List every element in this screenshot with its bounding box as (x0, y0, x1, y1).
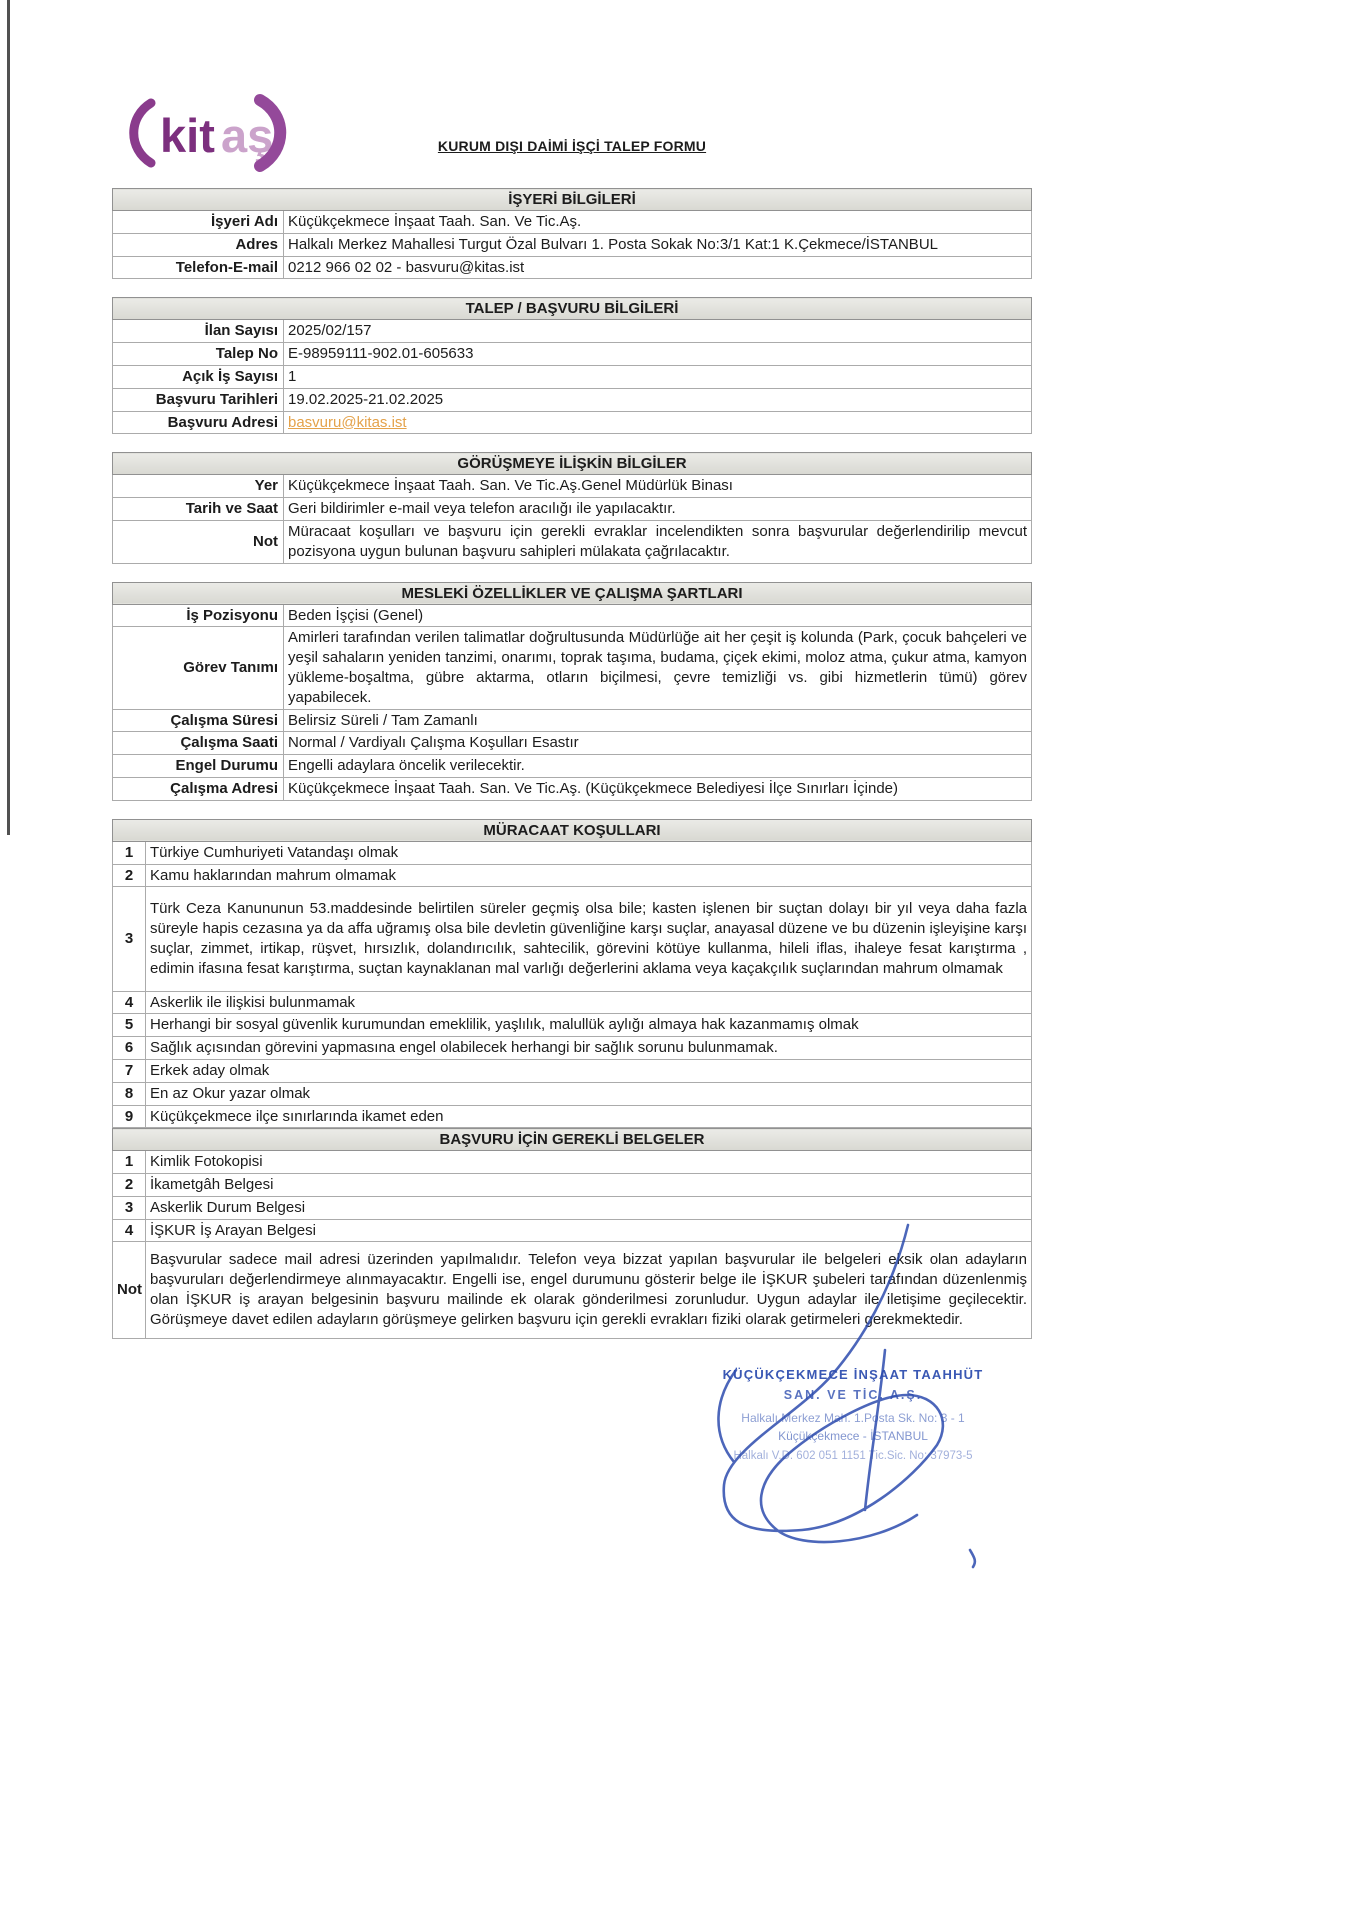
row-label: Yer (113, 475, 284, 498)
table-row (113, 841, 1032, 864)
row-number: 2 (113, 864, 146, 887)
row-number: 5 (113, 1014, 146, 1037)
row-value: Sağlık açısından görevini yapmasına engel olabilecek herhangi bir sağlık sorunu bulunmamak. (146, 1037, 1032, 1060)
row-value: Geri bildirimler e-mail veya telefon aracılığı ile yapılacaktır. (284, 498, 1032, 521)
table-row (113, 211, 1032, 234)
row-value: Beden İşçisi (Genel) (284, 604, 1032, 627)
workplace-info-header: İŞYERİ BİLGİLERİ (113, 189, 1032, 211)
row-label: Adres (113, 233, 284, 256)
table-row (113, 1174, 1032, 1197)
row-label: Başvuru Tarihleri (113, 388, 284, 411)
row-value: Askerlik Durum Belgesi (146, 1196, 1032, 1219)
table-row (113, 1059, 1032, 1082)
row-label: Telefon-E-mail (113, 256, 284, 279)
row-value: Belirsiz Süreli / Tam Zamanlı (284, 709, 1032, 732)
workplace-info-table (112, 188, 1032, 279)
table-row (113, 1242, 1032, 1338)
row-value: Kimlik Fotokopisi (146, 1151, 1032, 1174)
row-value: Amirleri tarafından verilen talimatlar doğrultusunda Müdürlüğe ait her çeşit iş kolunda (Park, çocuk bahçeleri ve yeşil sahaların yeniden tanzimi, onarımı, toprak taşıma, budama, çiçek ekimi, moloz atma, çukur atma, kamyon yükleme-boşaltma, gübre aktarma, otların biçilmesi, çevre temizliği vs. gibi hizmetlerin tümü) görev yapabilecek. (284, 627, 1032, 709)
table-row (113, 365, 1032, 388)
row-number: 1 (113, 1151, 146, 1174)
row-value: Türk Ceza Kanununun 53.maddesinde belirtilen süreler geçmiş olsa bile; kasten işlenen bir suçtan dolayı bir yıl veya daha fazla süreyle hapis cezasına ya da affa uğramış olsa bile devletin güvenliğine karşı suçlar, anayasal düzene ve bu düzenin işleyişine karşı suçlar, zimmet, irtikap, rüşvet, hırsızlık, dolandırıcılık, sahtecilik, görevini kötüye kullanma, hileli iflas, ihaleye fesat karıştırma , edimin ifasına fesat karıştırma, suçtan kaynaklanan mal varlığı değerlerini aklama veya kaçakçılık suçlarından mahrum olmamak (146, 887, 1032, 991)
row-label: Tarih ve Saat (113, 498, 284, 521)
row-number: 9 (113, 1105, 146, 1128)
application-conditions-header: MÜRACAAT KOŞULLARI (113, 819, 1032, 841)
row-value: Küçükçekmece İnşaat Taah. San. Ve Tic.Aş. (284, 211, 1032, 234)
row-value: İkametgâh Belgesi (146, 1174, 1032, 1197)
stamp-address-line1: Halkalı Merkez Mah. 1.Posta Sk. No: 3 - 1 (741, 1411, 965, 1426)
table-row (113, 604, 1032, 627)
table-row (113, 388, 1032, 411)
table-row (113, 256, 1032, 279)
row-value: Herhangi bir sosyal güvenlik kurumundan emeklilik, yaşlılık, malullük aylığı almaya hak kazanmamış olmak (146, 1014, 1032, 1037)
row-value: Türkiye Cumhuriyeti Vatandaşı olmak (146, 841, 1032, 864)
table-row (113, 343, 1032, 366)
table-row (113, 991, 1032, 1014)
application-conditions-table (112, 819, 1032, 1129)
row-number: 4 (113, 1219, 146, 1242)
row-label: Not (113, 520, 284, 563)
table-row (113, 520, 1032, 563)
row-number: 1 (113, 841, 146, 864)
row-value: 1 (284, 365, 1032, 388)
row-value: Küçükçekmece İnşaat Taah. San. Ve Tic.Aş. (Küçükçekmece Belediyesi İlçe Sınırları İçinde) (284, 777, 1032, 800)
row-value: Küçükçekmece ilçe sınırlarında ikamet eden (146, 1105, 1032, 1128)
row-label: İlan Sayısı (113, 320, 284, 343)
row-value: İŞKUR İş Arayan Belgesi (146, 1219, 1032, 1242)
table-row (113, 755, 1032, 778)
row-number: 8 (113, 1082, 146, 1105)
table-row (113, 887, 1032, 991)
table-row (113, 709, 1032, 732)
table-row (113, 1151, 1032, 1174)
row-number: 4 (113, 991, 146, 1014)
row-label: Görev Tanımı (113, 627, 284, 709)
table-row (113, 1037, 1032, 1060)
table-row (113, 498, 1032, 521)
interview-info-header: GÖRÜŞMEYE İLİŞKİN BİLGİLER (113, 453, 1032, 475)
table-row (113, 475, 1032, 498)
logo-left-swoosh (134, 103, 151, 163)
logo-text-as: aş (221, 109, 274, 162)
table-row (113, 233, 1032, 256)
row-label: Talep No (113, 343, 284, 366)
row-value: Askerlik ile ilişkisi bulunmamak (146, 991, 1032, 1014)
row-label: Çalışma Süresi (113, 709, 284, 732)
row-number: 3 (113, 887, 146, 991)
signature-tick-stroke (970, 1550, 975, 1567)
required-documents-table (112, 1128, 1032, 1338)
note-value: Başvurular sadece mail adresi üzerinden yapılmalıdır. Telefon veya bizzat yapılan başvurular ile belgeleri eksik olan adayların başvuruları değerlendirmeye alınmayacaktır. Engelli ise, engel durumunu gösterir belge ile İŞKUR şubeleri tarafından düzenlenmiş olan İŞKUR iş arayan belgesinin başvuru mailinde ek olarak gönderilmesi zorunludur. Uygun adaylar ile iletişime geçilecektir. Görüşmeye davet edilen adayların görüşmeye gelirken başvuru için gerekli evrakları fiziki olarak getirmeleri gerekmektedir. (146, 1242, 1032, 1338)
row-number: 6 (113, 1037, 146, 1060)
stamp-tax-info: Halkalı V.D. 602 051 1151 Tic.Sic. No: 37973-5 (733, 1450, 973, 1463)
row-value: Halkalı Merkez Mahallesi Turgut Özal Bulvarı 1. Posta Sokak No:3/1 Kat:1 K.Çekmece/İSTANBUL (284, 233, 1032, 256)
table-row (113, 1014, 1032, 1037)
request-info-table (112, 297, 1032, 434)
row-value: En az Okur yazar olmak (146, 1082, 1032, 1105)
table-row (113, 627, 1032, 709)
row-number: 3 (113, 1196, 146, 1219)
table-row (113, 732, 1032, 755)
row-value: 0212 966 02 02 - basvuru@kitas.ist (284, 256, 1032, 279)
row-label: Başvuru Adresi (113, 411, 284, 434)
stamp-company-type: SAN. VE TİC. A.Ş. (783, 1388, 923, 1403)
table-row (113, 864, 1032, 887)
kitas-logo-graphic (116, 92, 294, 174)
table-row (113, 1082, 1032, 1105)
job-specs-table (112, 582, 1032, 801)
row-value: 19.02.2025-21.02.2025 (284, 388, 1032, 411)
job-specs-header: MESLEKİ ÖZELLİKLER VE ÇALIŞMA ŞARTLARI (113, 582, 1032, 604)
stamp-address-line2: Küçükçekmece - İSTANBUL (778, 1429, 928, 1444)
table-row (113, 777, 1032, 800)
row-number: 2 (113, 1174, 146, 1197)
table-row (113, 1105, 1032, 1128)
logo-text-kit: kit (160, 109, 215, 162)
table-row (113, 411, 1032, 434)
row-number: 7 (113, 1059, 146, 1082)
scan-artifact-line (7, 0, 10, 835)
document-header (112, 0, 1032, 188)
row-value: Normal / Vardiyalı Çalışma Koşulları Esastır (284, 732, 1032, 755)
row-label: Çalışma Adresi (113, 777, 284, 800)
form-title: KURUM DIŞI DAİMİ İŞÇİ TALEP FORMU (437, 138, 707, 154)
row-label: Çalışma Saati (113, 732, 284, 755)
table-row (113, 1196, 1032, 1219)
row-value: Müracaat koşulları ve başvuru için gerekli evraklar incelendikten sonra başvurular değerlendirilip mevcut pozisyona uygun bulunan başvuru sahipleri mülakata çağrılacaktır. (284, 520, 1032, 563)
row-label: İşyeri Adı (113, 211, 284, 234)
row-value: Kamu haklarından mahrum olmamak (146, 864, 1032, 887)
row-value: 2025/02/157 (284, 320, 1032, 343)
note-label: Not (113, 1242, 146, 1338)
row-value (284, 411, 1032, 434)
table-row (113, 1219, 1032, 1242)
row-label: İş Pozisyonu (113, 604, 284, 627)
row-value: Erkek aday olmak (146, 1059, 1032, 1082)
row-value: Küçükçekmece İnşaat Taah. San. Ve Tic.Aş.Genel Müdürlük Binası (284, 475, 1032, 498)
row-label: Engel Durumu (113, 755, 284, 778)
row-label: Açık İş Sayısı (113, 365, 284, 388)
table-row (113, 320, 1032, 343)
required-documents-header: BAŞVURU İÇİN GEREKLİ BELGELER (113, 1129, 1032, 1151)
company-stamp (688, 1368, 1018, 1463)
application-email-link[interactable]: basvuru@kitas.ist (288, 413, 407, 431)
request-info-header: TALEP / BAŞVURU BİLGİLERİ (113, 298, 1032, 320)
row-value: E-98959111-902.01-605633 (284, 343, 1032, 366)
stamp-company-name: KÜÇÜKÇEKMECE İNŞAAT TAAHHÜT (722, 1367, 984, 1382)
kitas-logo (116, 92, 294, 179)
row-value: Engelli adaylara öncelik verilecektir. (284, 755, 1032, 778)
interview-info-table (112, 452, 1032, 563)
